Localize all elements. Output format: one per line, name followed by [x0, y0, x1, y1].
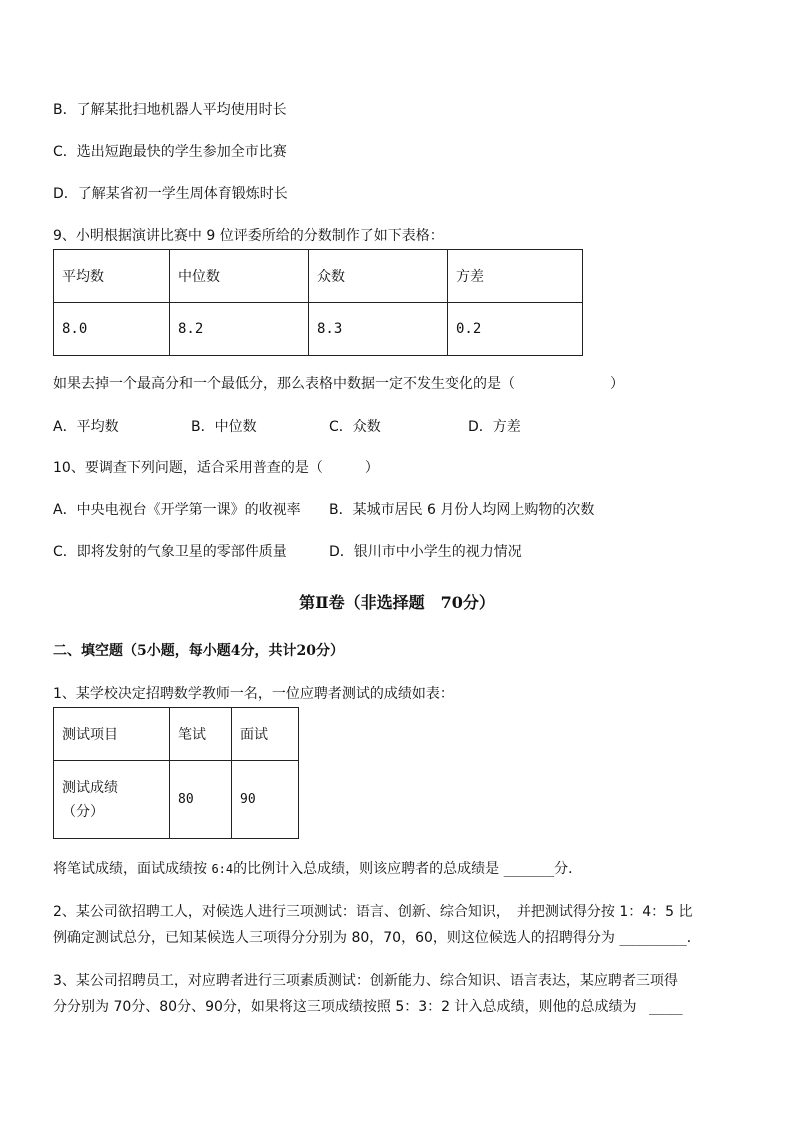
table-row-label [54, 761, 170, 839]
q10-option-b: B．某城市居民 6 月份人均网上购物的次数 [329, 502, 595, 518]
fill3-line-2-text: 分分别为 70分、80分、90分，如果将这三项成绩按照 5：3：2 计入总成绩，则他的总成绩为 [53, 999, 637, 1015]
q9-option-b: B．中位数 [191, 419, 257, 435]
q9-option-c: C．众数 [329, 419, 381, 435]
row-label-line-1: 测试成绩 [62, 779, 118, 796]
q9-stats-table [53, 249, 583, 356]
fill1-text-before: 将笔试成绩，面试成绩按 [53, 861, 207, 877]
table-header-cell: 面试 [232, 708, 299, 761]
part2-title: 第Ⅱ卷（非选择题 70分） [299, 593, 495, 612]
fill1-question [53, 859, 582, 879]
fill3-line-1: 3、某公司招聘员工，对应聘者进行三项素质测试：创新能力、综合知识、语言表达，某应聘者三项得 [53, 973, 678, 989]
q9-question-text: 如果去掉一个最高分和一个最低分，那么表格中数据一定不发生变化的是（ [53, 376, 515, 392]
table-header-cell: 众数 [309, 250, 448, 303]
table-cell: 90 [232, 761, 299, 839]
table-header-cell: 笔试 [170, 708, 232, 761]
row-label-line-2: （分） [62, 803, 104, 820]
table-header-cell: 测试项目 [54, 708, 170, 761]
fill1-score-table [53, 707, 299, 839]
q10-option-c: C．即将发射的气象卫星的零部件质量 [53, 544, 287, 560]
q8-option-d: D．了解某省初一学生周体育锻炼时长 [53, 186, 288, 202]
fill2-line-2 [53, 928, 701, 948]
table-cell: 8.0 [54, 303, 170, 356]
table-header-cell: 方差 [448, 250, 583, 303]
fill2-end: ． [686, 930, 701, 946]
q10-option-d: D．银川市中小学生的视力情况 [329, 544, 522, 560]
q9-stem: 9、小明根据演讲比赛中 9 位评委所给的分数制作了如下表格： [53, 228, 444, 244]
table-cell: 8.3 [309, 303, 448, 356]
table-header-cell: 中位数 [170, 250, 309, 303]
q8-option-b: B．了解某批扫地机器人平均使用时长 [53, 102, 287, 118]
fill1-text-after: 的比例计入总成绩，则该应聘者的总成绩是 [233, 861, 500, 877]
fill1-answer-blank[interactable]: ______ [503, 861, 555, 877]
fill2-line-2-text: 例确定测试总分，已知某候选人三项得分分别为 80，70，60，则这位候选人的招聘得分为 [53, 930, 615, 946]
fill3-line-2 [53, 997, 683, 1017]
q10-option-a: A．中央电视台《开学第一课》的收视率 [53, 502, 301, 518]
fill2-line-1: 2、某公司欲招聘工人，对候选人进行三项测试：语言、创新、综合知识， 并把测试得分按 1：4：5 比 [53, 904, 693, 920]
fill3-answer-blank[interactable]: ____ [648, 999, 683, 1015]
q9-question-close: ） [610, 376, 624, 392]
fill1-stem: 1、某学校决定招聘数学教师一名，一位应聘者测试的成绩如表： [53, 686, 454, 702]
table-cell: 0.2 [448, 303, 583, 356]
q10-stem [53, 458, 379, 478]
q10-stem-text: 10、要调查下列问题，适合采用普查的是（ [53, 460, 323, 476]
fill1-ratio: 6:4 [211, 862, 234, 876]
q10-stem-close: ） [364, 460, 379, 476]
table-header-cell: 平均数 [54, 250, 170, 303]
table-cell: 80 [170, 761, 232, 839]
q9-option-d: D．方差 [468, 419, 521, 435]
fill1-end: 分． [554, 861, 583, 877]
section2-title: 二、填空题（5小题，每小题4分，共计20分） [53, 643, 344, 659]
q8-option-c: C．选出短跑最快的学生参加全市比赛 [53, 144, 287, 160]
q9-question [53, 374, 624, 394]
fill2-answer-blank[interactable]: ________ [619, 930, 687, 946]
q9-option-a: A．平均数 [53, 419, 119, 435]
table-cell: 8.2 [170, 303, 309, 356]
